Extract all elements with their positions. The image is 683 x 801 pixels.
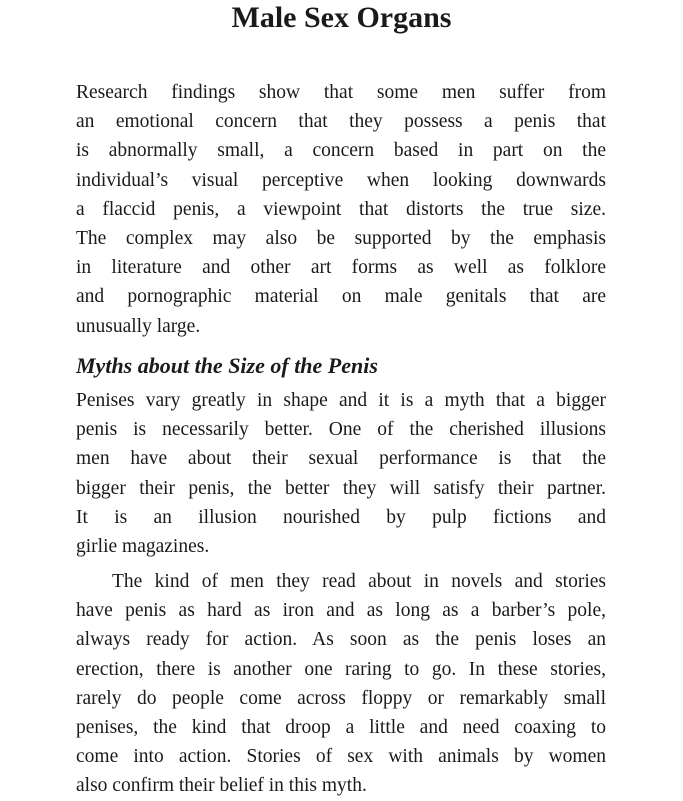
text-line: also confirm their belief in this myth. <box>76 775 367 797</box>
text-line: penis is necessarily better. One of the cherished illusions <box>76 419 606 441</box>
page-title: Male Sex Organs <box>231 1 452 34</box>
text-line: Research findings show that some men suffer from <box>76 82 606 103</box>
paragraph-myths <box>76 386 606 561</box>
section-heading: Myths about the Size of the Penis <box>76 353 378 378</box>
text-line: bigger their penis, the better they will satisfy their partner. <box>76 477 606 499</box>
text-line: erection, there is another one raring to go. In these stories, <box>76 658 606 680</box>
text-line: always ready for action. As soon as the penis loses an <box>76 629 606 651</box>
text-line: The kind of men they read about in novels and stories <box>112 571 606 592</box>
text-line: and pornographic material on male genitals that are <box>76 286 606 308</box>
text-line: in literature and other art forms as well as folklore <box>76 257 606 279</box>
text-line: Penises vary greatly in shape and it is a myth that a bigger <box>76 390 606 411</box>
text-line: The complex may also be supported by the emphasis <box>76 228 606 250</box>
text-line: penises, the kind that droop a little and need coaxing to <box>76 717 606 739</box>
paragraph-stories <box>76 567 606 801</box>
text-line: men have about their sexual performance is that the <box>76 448 606 470</box>
text-line: a flaccid penis, a viewpoint that distorts the true size. <box>76 198 606 220</box>
text-line: is abnormally small, a concern based in part on the <box>76 140 606 162</box>
text-line: unusually large. <box>76 315 201 337</box>
text-line: rarely do people come across floppy or remarkably small <box>76 687 606 709</box>
text-line: It is an illusion nourished by pulp fictions and <box>76 506 606 528</box>
text-line: girlie magazines. <box>76 536 210 558</box>
text-line: have penis as hard as iron and as long as a barber’s pole, <box>76 600 606 622</box>
text-line: come into action. Stories of sex with animals by women <box>76 746 606 768</box>
paragraph-intro <box>76 78 606 341</box>
text-line: individual’s visual perceptive when looking downwards <box>76 169 606 191</box>
text-line: an emotional concern that they possess a penis that <box>76 111 606 133</box>
